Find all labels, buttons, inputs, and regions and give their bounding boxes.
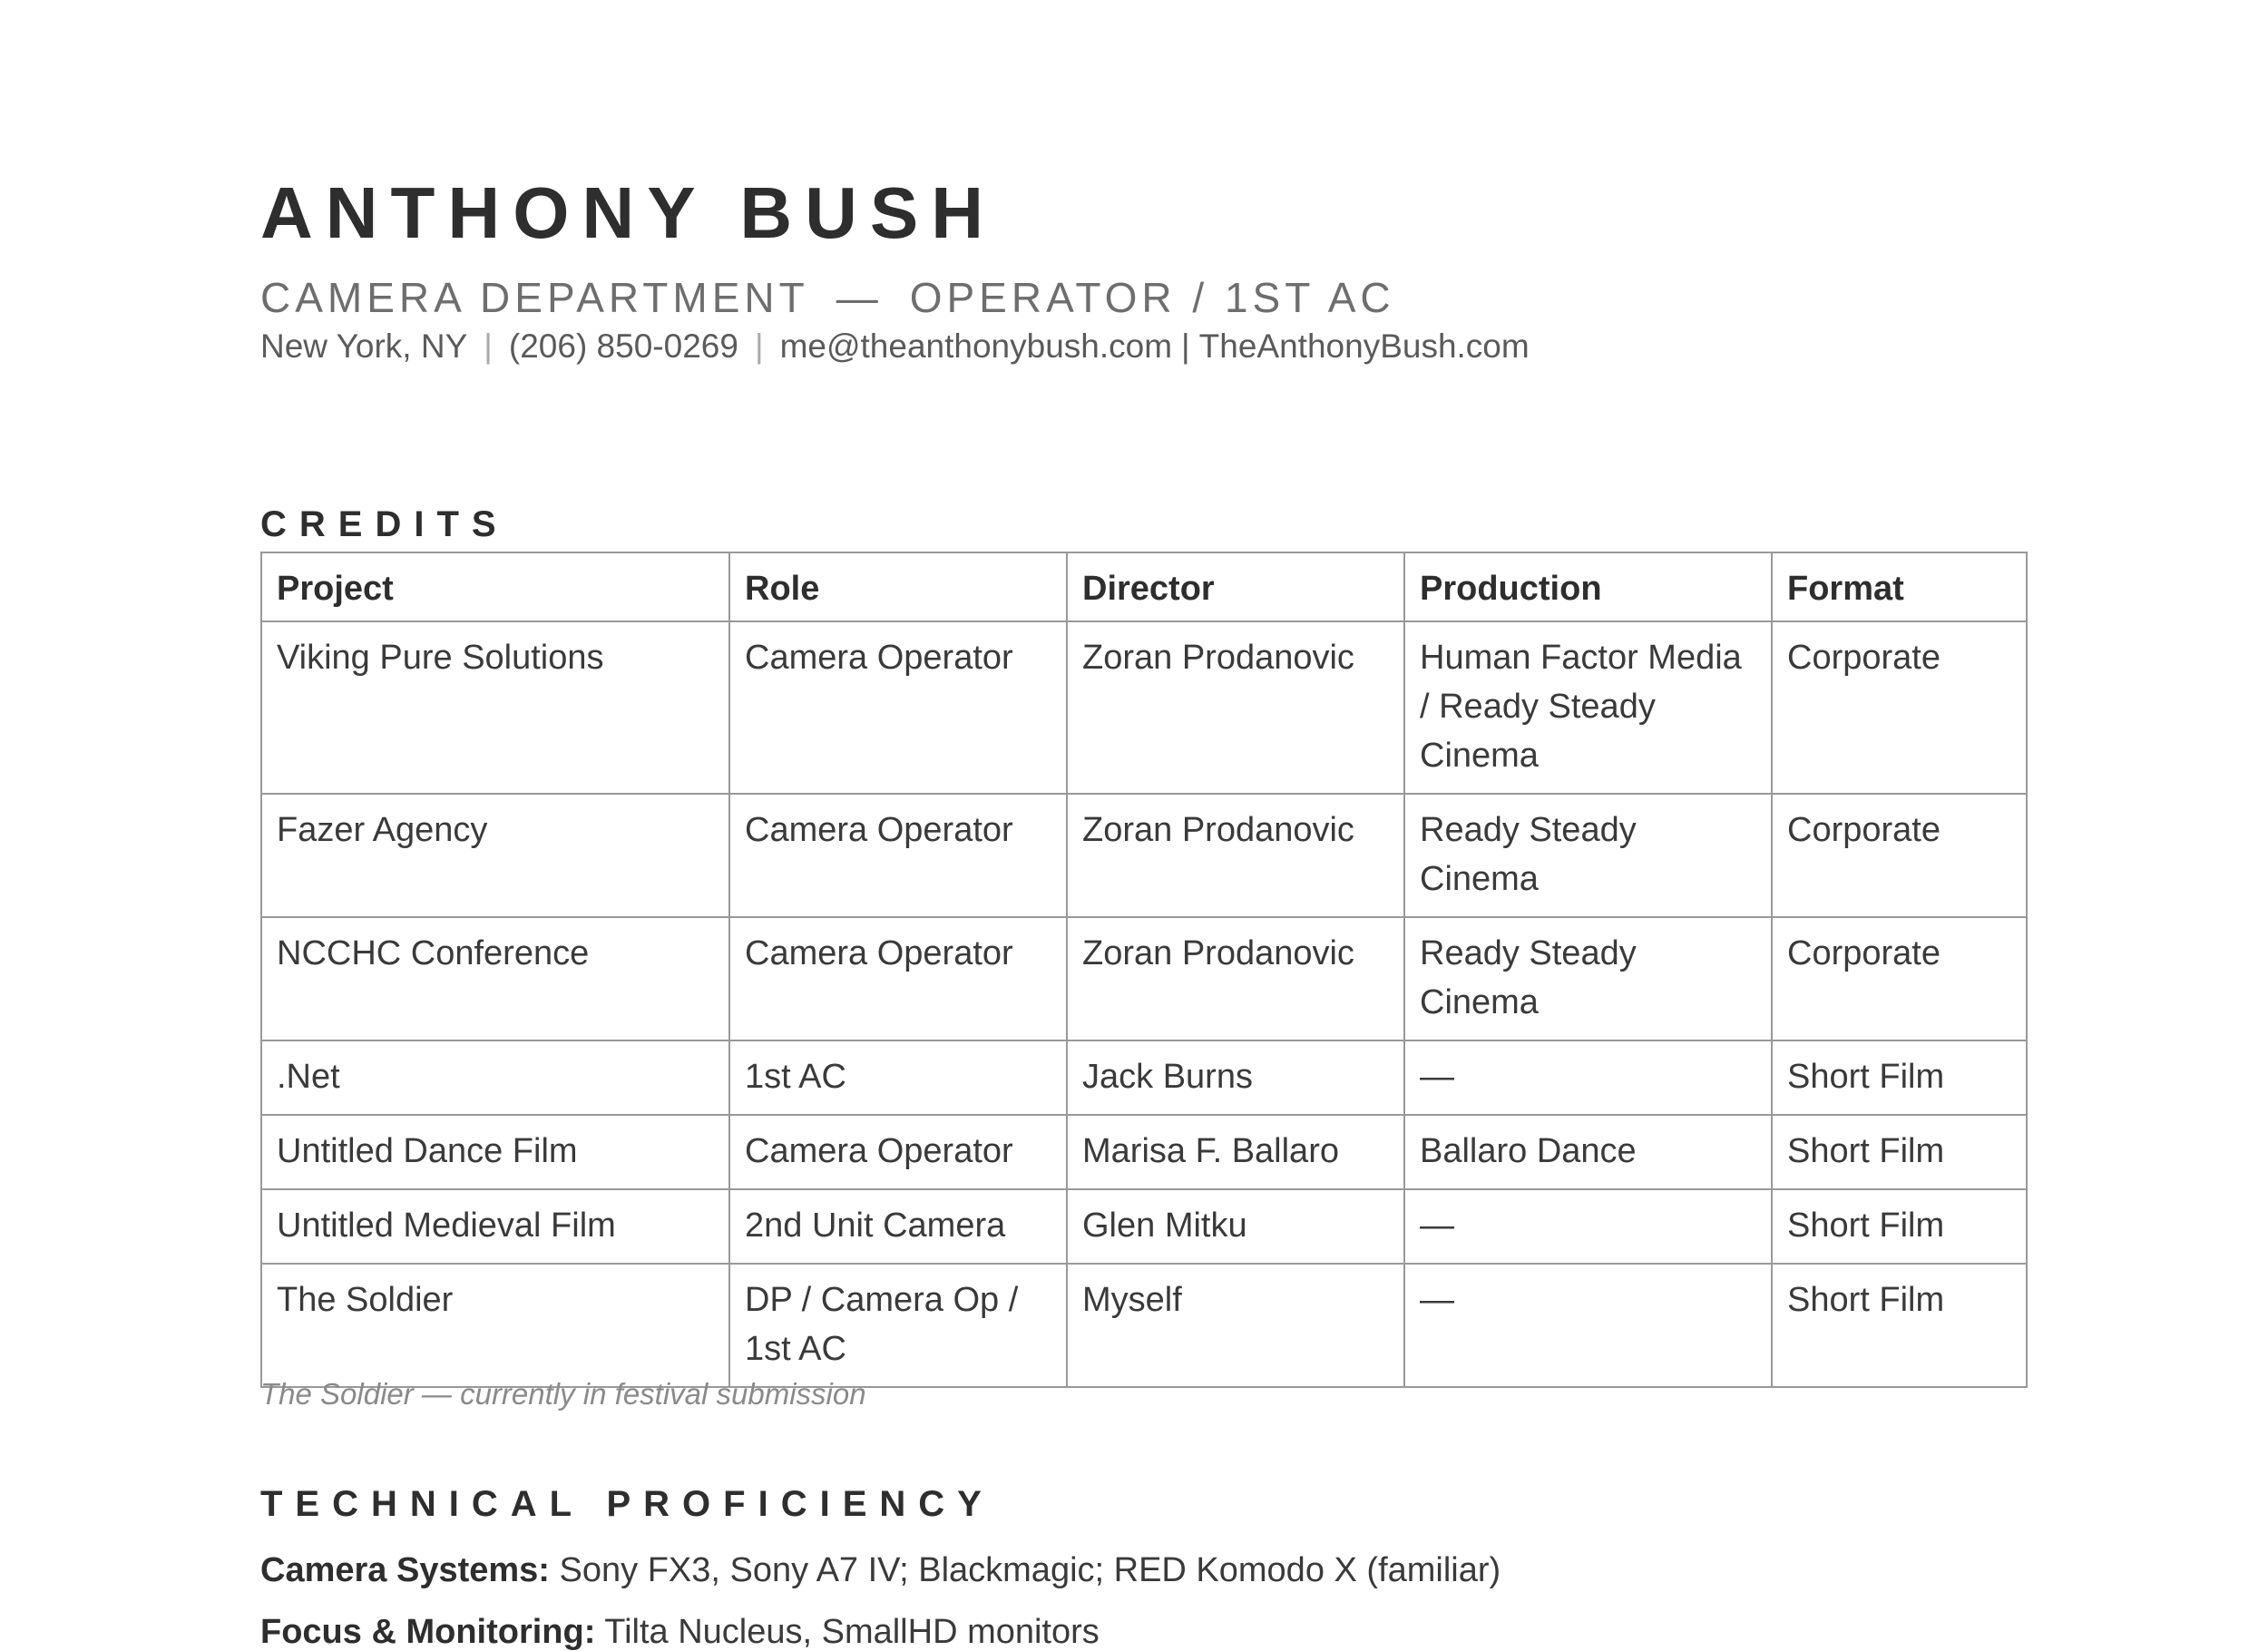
table-row — [261, 1040, 2027, 1115]
cell-format: Short Film — [1772, 1040, 2027, 1115]
contact-location: New York, NY — [260, 327, 468, 365]
cell-director: Zoran Prodanovic — [1067, 794, 1404, 917]
cell-production: — — [1404, 1264, 1772, 1387]
tech-item-label: Focus & Monitoring: — [260, 1613, 596, 1651]
subtitle-dash: — — [836, 274, 883, 321]
tech-item-value: Tilta Nucleus, SmallHD monitors — [604, 1613, 1100, 1651]
contact-email[interactable]: me@theanthonybush.com — [779, 327, 1173, 365]
department-label: CAMERA DEPARTMENT — [260, 274, 809, 321]
contact-line — [260, 329, 1530, 363]
column-header-role: Role — [729, 552, 1067, 621]
table-row — [261, 794, 2027, 917]
cell-project: The Soldier — [261, 1264, 729, 1387]
resume-name: ANTHONY BUSH — [260, 172, 997, 253]
cell-role: 1st AC — [729, 1040, 1067, 1115]
contact-separator: | — [484, 327, 493, 365]
credits-note: The Soldier — currently in festival submission — [260, 1377, 866, 1411]
cell-format: Short Film — [1772, 1189, 2027, 1264]
cell-format: Corporate — [1772, 917, 2027, 1040]
cell-project: Untitled Dance Film — [261, 1115, 729, 1189]
resume-subtitle — [260, 274, 1395, 321]
table-row — [261, 621, 2027, 794]
table-row — [261, 1264, 2027, 1387]
cell-role: DP / Camera Op / 1st AC — [729, 1264, 1067, 1387]
cell-director: Myself — [1067, 1264, 1404, 1387]
cell-format: Corporate — [1772, 794, 2027, 917]
table-row — [261, 917, 2027, 1040]
credits-header-row — [261, 552, 2027, 621]
table-row — [261, 1189, 2027, 1264]
cell-format: Corporate — [1772, 621, 2027, 794]
cell-production: Ballaro Dance — [1404, 1115, 1772, 1189]
cell-role: Camera Operator — [729, 621, 1067, 794]
cell-production: — — [1404, 1040, 1772, 1115]
contact-separator: | — [1181, 327, 1190, 365]
tech-item-value: Sony FX3, Sony A7 IV; Blackmagic; RED Komodo X (familiar) — [559, 1551, 1501, 1589]
contact-phone[interactable]: (206) 850-0269 — [508, 327, 738, 365]
cell-director: Zoran Prodanovic — [1067, 621, 1404, 794]
contact-website[interactable]: TheAnthonyBush.com — [1198, 327, 1530, 365]
credits-heading: CREDITS — [260, 504, 509, 544]
tech-item-label: Camera Systems: — [260, 1551, 550, 1589]
cell-director: Marisa F. Ballaro — [1067, 1115, 1404, 1189]
table-row — [261, 1115, 2027, 1189]
cell-role: Camera Operator — [729, 794, 1067, 917]
cell-director: Glen Mitku — [1067, 1189, 1404, 1264]
cell-project: Untitled Medieval Film — [261, 1189, 729, 1264]
cell-production: Human Factor Media / Ready Steady Cinema — [1404, 621, 1772, 794]
cell-director: Jack Burns — [1067, 1040, 1404, 1115]
cell-director: Zoran Prodanovic — [1067, 917, 1404, 1040]
cell-format: Short Film — [1772, 1264, 2027, 1387]
tech-item-camera-systems — [260, 1553, 1501, 1588]
role-label: OPERATOR / 1ST AC — [909, 274, 1395, 321]
cell-project: Fazer Agency — [261, 794, 729, 917]
contact-separator: | — [754, 327, 764, 365]
technical-heading: TECHNICAL PROFICIENCY — [260, 1484, 994, 1524]
cell-production: — — [1404, 1189, 1772, 1264]
cell-project: NCCHC Conference — [261, 917, 729, 1040]
tech-item-focus-monitoring — [260, 1615, 1100, 1649]
cell-project: .Net — [261, 1040, 729, 1115]
cell-role: Camera Operator — [729, 1115, 1067, 1189]
column-header-director: Director — [1067, 552, 1404, 621]
cell-production: Ready Steady Cinema — [1404, 917, 1772, 1040]
cell-production: Ready Steady Cinema — [1404, 794, 1772, 917]
cell-project: Viking Pure Solutions — [261, 621, 729, 794]
credits-table — [260, 552, 2028, 1388]
cell-role: 2nd Unit Camera — [729, 1189, 1067, 1264]
column-header-project: Project — [261, 552, 729, 621]
column-header-format: Format — [1772, 552, 2027, 621]
cell-role: Camera Operator — [729, 917, 1067, 1040]
column-header-production: Production — [1404, 552, 1772, 621]
cell-format: Short Film — [1772, 1115, 2027, 1189]
